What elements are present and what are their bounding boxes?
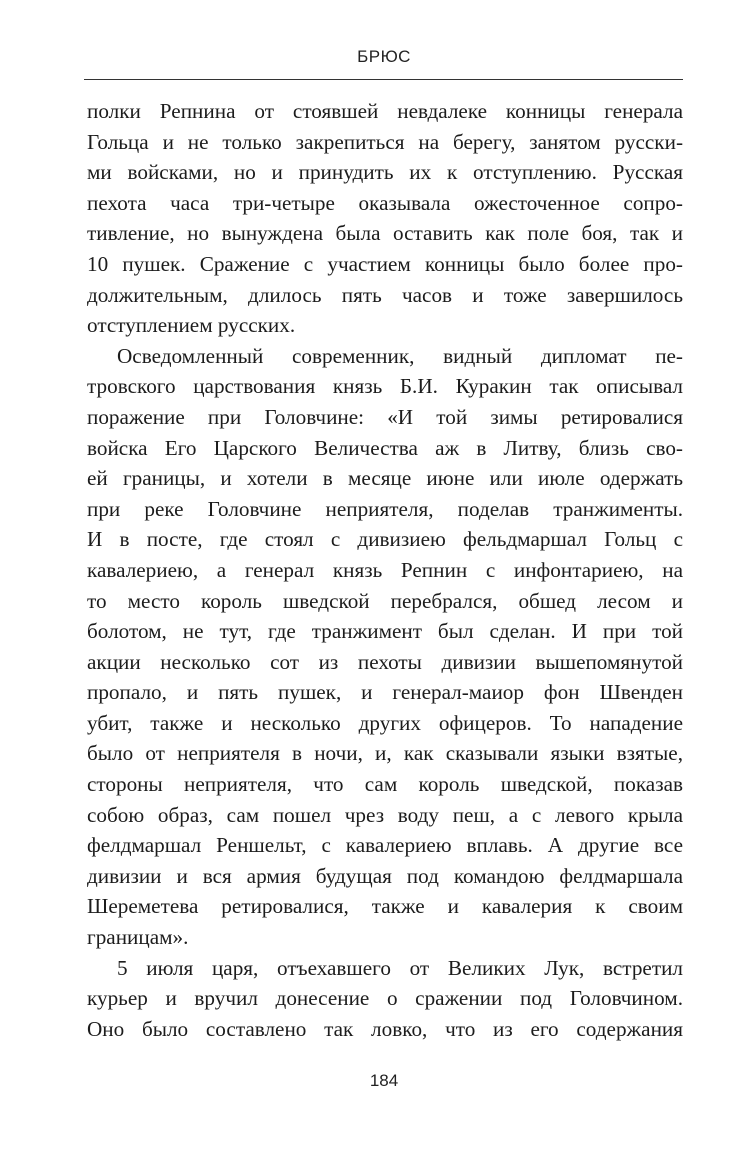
text-line: убит, также и несколько других офицеров. То нападение [87, 710, 683, 735]
text-line: Гольца и не только закрепиться на берегу, занятом русски- [87, 129, 683, 154]
text-line: болотом, не тут, где транжимент был сделан. И при той [87, 619, 683, 644]
running-head-title: БРЮС [357, 47, 411, 66]
text-line: то место король шведской перебрался, обшед лесом и [87, 588, 683, 613]
text-line: Осведомленный современник, видный дипломат пе- [117, 343, 683, 368]
text-line: курьер и вручил донесение о сражении под Головчином. [87, 986, 683, 1011]
text-line: тровского царствования князь Б.И. Куракин так описывал [87, 374, 683, 399]
text-line: кавалериею, а генерал князь Репнин с инфонтариею, на [87, 557, 683, 582]
text-line: собою образ, сам пошел чрез воду пеш, а с левого крыла [87, 802, 683, 827]
text-line: 10 пушек. Сражение с участием конницы было более про- [87, 251, 683, 276]
text-line: фелдмаршал Реншельт, с кавалериею вплавь. А другие все [87, 833, 683, 858]
header-rule [84, 79, 683, 80]
body-text [87, 96, 683, 1044]
text-line: Оно было составлено так ловко, что из его содержания [87, 1016, 683, 1041]
text-line: отступлением русских. [87, 313, 296, 338]
text-line: войска Его Царского Величества аж в Литву, близь сво- [87, 435, 683, 460]
text-line: было от неприятеля в ночи, и, как сказывали языки взятые, [87, 741, 683, 766]
text-line: акции несколько сот из пехоты дивизии вышепомянутой [87, 649, 683, 674]
text-line: поражение при Головчине: «И той зимы ретировалися [87, 404, 683, 429]
text-line: пропало, и пять пушек, и генерал-маиор фон Швенден [87, 680, 683, 705]
text-line: должительным, длилось пять часов и тоже завершилось [87, 282, 683, 307]
text-line: границам». [87, 925, 189, 950]
text-line: 5 июля царя, отъехавшего от Великих Лук, встретил [117, 955, 683, 980]
page-number: 184 [369, 1071, 399, 1090]
text-line: полки Репнина от стоявшей невдалеке конницы генерала [87, 99, 683, 123]
text-line: ми войсками, но и принудить их к отступлению. Русская [87, 160, 683, 185]
text-line: пехота часа три-четыре оказывала ожесточенное сопро- [87, 190, 683, 215]
text-line: дивизии и вся армия будущая под командою фелдмаршала [87, 863, 683, 888]
text-line: ей границы, и хотели в месяце июне или июле одержать [87, 466, 683, 491]
text-line: тивление, но вынуждена была оставить как поле боя, так и [87, 221, 683, 246]
text-line: при реке Головчине неприятеля, поделав транжименты. [87, 496, 683, 521]
text-line: стороны неприятеля, что сам король шведской, показав [87, 772, 683, 797]
text-line: Шереметева ретировалися, также и кавалерия к своим [87, 894, 683, 919]
text-line: И в посте, где стоял с дивизиею фельдмаршал Гольц с [87, 527, 683, 552]
